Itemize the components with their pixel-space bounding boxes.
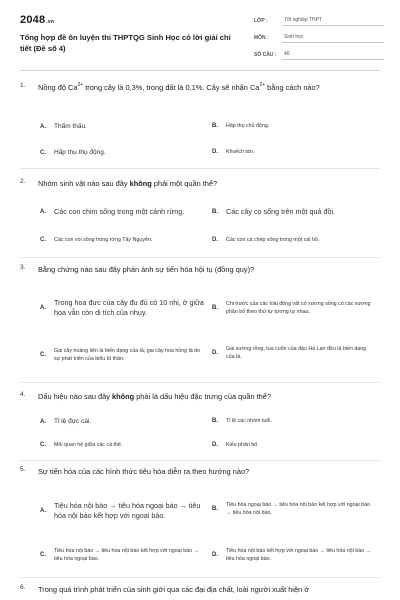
question-separator: [20, 257, 380, 258]
option-text: Các con chim sống trong một cánh rừng.: [54, 206, 185, 216]
question-1: [20, 82, 380, 168]
option-letter: B.: [212, 209, 218, 215]
option-letter: A.: [40, 418, 46, 425]
meta-row-subject: [254, 30, 384, 43]
meta-label: MÔN :: [254, 35, 269, 41]
option-a[interactable]: [40, 198, 210, 226]
option-text: Trong hoa đực của cây đu đủ có 10 nhị, ở giữa hoa vẫn còn di tích của nhụy.: [54, 297, 204, 317]
site-logo[interactable]: [20, 14, 54, 26]
option-text: Tiêu hóa nội bào kết hợp với ngoại bào → tiêu hóa nội bào → tiêu hóa ngoại bào.: [226, 548, 371, 562]
exam-meta: [254, 13, 384, 64]
option-letter: B.: [212, 418, 218, 424]
page-header: [0, 0, 400, 70]
question-6: [20, 584, 380, 600]
question-3: [20, 264, 380, 380]
option-text: Tiêu hóa nội bào → tiêu hóa nội bào kết hợp với ngoại bào → tiêu hóa ngoại bào.: [54, 548, 199, 562]
option-text: Hấp thụ thụ động.: [54, 149, 106, 156]
option-a[interactable]: [40, 122, 200, 132]
option-text: Các cây cọ sống trên một quả đồi.: [226, 206, 336, 216]
meta-label: SỐ CÂU :: [254, 52, 277, 58]
option-b[interactable]: [212, 288, 380, 328]
option-letter: D.: [212, 552, 218, 558]
option-text: Gai cây hoàng liên là biến dạng của lá, gai cây hoa hồng là do sự phát triển của biểu bì thân.: [54, 348, 201, 362]
meta-value: Sinh học: [282, 34, 384, 43]
meta-label: LỚP :: [254, 18, 268, 24]
meta-row-class: [254, 13, 384, 26]
question-separator: [20, 460, 380, 461]
text-part: trong cây là 0,3%, trong đất là 0,1%. Cây sẽ nhận Ca: [83, 83, 260, 92]
option-d[interactable]: [212, 542, 380, 568]
question-5: [20, 466, 380, 576]
meta-row-count: [254, 47, 384, 60]
option-b[interactable]: [212, 417, 380, 425]
meta-value: Tốt nghiệp THPT: [282, 17, 384, 26]
option-letter: D.: [212, 350, 218, 356]
header-divider: [20, 70, 380, 71]
option-d[interactable]: [212, 148, 380, 156]
option-text: Tỉ lệ đực cái.: [54, 418, 92, 425]
option-c[interactable]: [40, 148, 200, 158]
text-part: Nồng độ Ca: [38, 83, 78, 92]
exam-title: Tổng hợp đề ôn luyện thi THPTQG Sinh Học có lời giải chi tiết (Đề số 4): [20, 33, 231, 53]
option-letter: B.: [212, 506, 218, 512]
option-letter: D.: [212, 442, 218, 448]
question-number: 3.: [20, 264, 26, 271]
option-c[interactable]: [40, 236, 210, 244]
option-a[interactable]: [40, 490, 210, 532]
logo-domain: .vn: [46, 19, 55, 25]
question-text: Bằng chứng nào sau đây phản ánh sự tiến hóa hội tụ (đồng quy)?: [38, 265, 255, 274]
question-number: 4.: [20, 391, 26, 398]
question-separator: [20, 168, 380, 169]
option-d[interactable]: [212, 236, 380, 244]
emphasis-text: không: [129, 179, 152, 188]
text-part: phải là dấu hiệu đặc trưng của quần thể?: [134, 392, 271, 401]
option-c[interactable]: [40, 542, 210, 568]
question-text: [38, 178, 378, 189]
emphasis-text: không: [111, 392, 135, 401]
option-a[interactable]: [40, 288, 210, 328]
option-text: Hấp thụ chủ động.: [226, 123, 270, 129]
option-text: Chi trước của các loài động vật có xương sống có các xương phân bố theo thứ tự tương tự nhau.: [226, 301, 371, 315]
option-text: Gai xương rồng, tua cuốn của đậu Hà Lan đều là biến dạng của lá.: [226, 346, 367, 360]
question-text: [38, 82, 378, 93]
question-number: 5.: [20, 466, 26, 473]
option-d[interactable]: [212, 441, 380, 449]
option-letter: C.: [40, 149, 46, 156]
text-part: Nhóm sinh vật nào sau đây: [38, 179, 130, 188]
superscript: 2+: [77, 82, 84, 88]
question-4: [20, 391, 380, 457]
text-part: phải một quần thể?: [151, 179, 218, 188]
question-separator: [20, 577, 380, 578]
option-b[interactable]: [212, 122, 380, 130]
option-letter: D.: [212, 149, 218, 155]
option-text: Khuếch tán.: [226, 149, 255, 155]
option-text: Tiêu hóa ngoại bào → tiêu hóa nội bào kết hợp với ngoại bào → tiêu hóa nội bào.: [226, 502, 370, 516]
option-letter: C.: [40, 442, 46, 448]
option-letter: A.: [40, 123, 46, 130]
text-part: Dấu hiệu nào sau đây: [38, 392, 112, 401]
option-b[interactable]: [212, 198, 380, 226]
option-d[interactable]: [212, 340, 380, 366]
question-2: [20, 178, 380, 256]
option-text: Kiểu phân bố.: [226, 442, 259, 448]
option-letter: A.: [40, 508, 46, 514]
superscript: 2+: [259, 82, 266, 88]
option-letter: B.: [212, 123, 218, 129]
option-c[interactable]: [40, 441, 210, 449]
question-text: [38, 391, 378, 402]
option-letter: B.: [212, 305, 218, 311]
question-text: Sự tiến hóa của các hình thức tiêu hóa diễn ra theo hướng nào?: [38, 467, 250, 476]
question-number: 1.: [20, 82, 26, 89]
option-text: Các con voi sống trong rừng Tây Nguyên.: [54, 237, 153, 243]
option-letter: C.: [40, 352, 46, 358]
meta-value: 40: [282, 51, 384, 60]
option-letter: C.: [40, 552, 46, 558]
option-b[interactable]: [212, 496, 380, 522]
question-number: 6.: [20, 584, 26, 591]
option-a[interactable]: [40, 417, 210, 427]
logo-text: 2048: [20, 14, 46, 26]
text-part: bằng cách nào?: [265, 83, 320, 92]
option-text: Tiêu hóa nội bào → tiêu hóa ngoại bào → tiêu hóa nội bào kết hợp với ngoại bào.: [54, 500, 201, 520]
question-separator: [20, 382, 380, 383]
option-text: Tỉ lệ các nhóm tuổi.: [226, 418, 272, 424]
option-text: Các con cá chép sống trong một cái hồ.: [226, 237, 320, 243]
question-number: 2.: [20, 178, 26, 185]
option-letter: A.: [40, 209, 46, 215]
option-text: Thẩm thấu.: [54, 123, 87, 130]
option-letter: D.: [212, 237, 218, 243]
question-text: Trong quá trình phát triển của sinh giới qua các đại địa chất, loài người xuất hiện ở: [38, 585, 310, 594]
option-text: Mối quan hệ giữa các cá thể.: [54, 442, 123, 448]
option-c[interactable]: [40, 338, 210, 372]
option-letter: C.: [40, 237, 46, 243]
option-letter: A.: [40, 305, 46, 311]
